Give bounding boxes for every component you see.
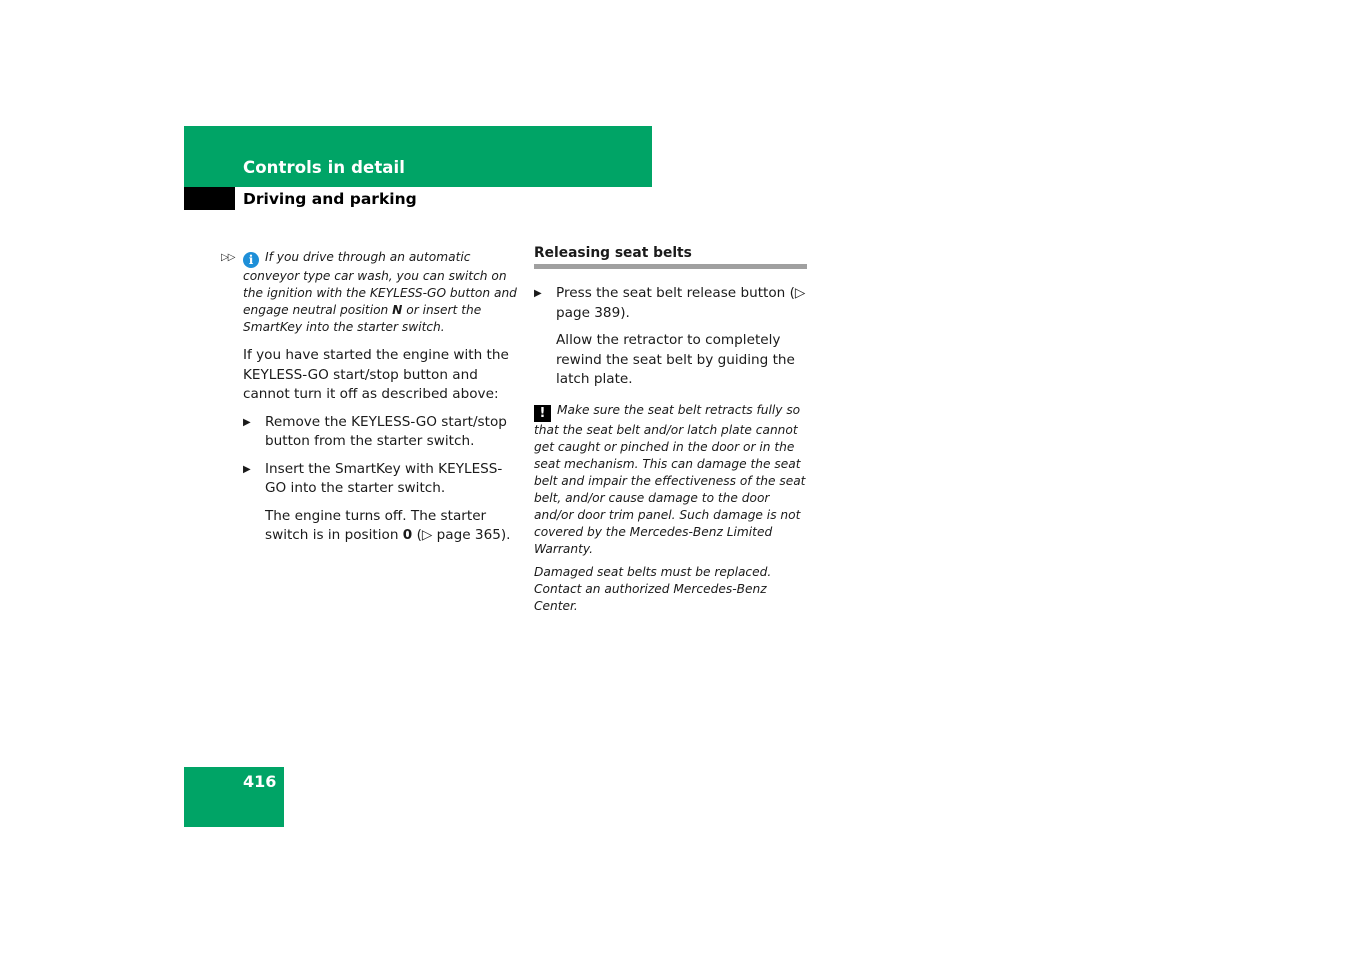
- step-text: Insert the SmartKey with KEYLESS-GO into the starter switch.: [265, 460, 503, 496]
- warning-note: [534, 402, 809, 558]
- step-text: Press the seat belt release button (▷ page 389).: [556, 285, 806, 321]
- info-icon: i: [243, 252, 259, 268]
- header-tab-marker: [184, 187, 235, 210]
- warning-note-followup: Damaged seat belts must be replaced. Contact an authorized Mercedes-Benz Center.: [534, 564, 772, 613]
- warning-icon: !: [534, 405, 551, 422]
- step-item: [534, 284, 809, 323]
- step-detail: Allow the retractor to completely rewind the seat belt by guiding the latch plate.: [556, 332, 795, 387]
- step-text: Remove the KEYLESS-GO start/stop button from the starter switch.: [265, 413, 507, 449]
- intro-paragraph: If you have started the engine with the KEYLESS-GO start/stop button and cannot turn it off as described above:: [243, 347, 509, 402]
- info-note: [221, 249, 518, 336]
- info-note-text: If you drive through an automatic conveyor type car wash, you can switch on the ignition with the KEYLESS-GO button and engage neutral position: [243, 250, 517, 317]
- step-result: [243, 507, 518, 546]
- triangle-right-icon: ▶: [534, 288, 542, 299]
- info-note-text-end: or insert the SmartKey into the starter switch.: [243, 303, 482, 334]
- warning-text: Make sure the seat belt retracts fully so that the seat belt and/or latch plate cannot get caught or pinched in the door or in the seat mechanism. This can damage the seat belt and impair the effectiveness of the seat belt, and/or cause damage to the door and/or door trim panel. Such damage is not covered by the Mercedes-Benz Limited Warranty.: [534, 402, 806, 556]
- continuation-icon: ▷▷: [221, 252, 235, 263]
- header-bar: [184, 126, 652, 187]
- left-column: [221, 249, 518, 546]
- result-page-ref: (▷ page 365).: [412, 527, 511, 543]
- result-text: The engine turns off. The starter switch is in position: [265, 507, 487, 543]
- section-heading: Releasing seat belts: [534, 245, 692, 261]
- position-zero-label: 0: [402, 527, 413, 543]
- section-divider: [534, 264, 807, 269]
- step-item: [243, 460, 518, 499]
- step-item: [243, 413, 518, 452]
- triangle-right-icon: ▶: [243, 463, 251, 475]
- triangle-right-icon: ▶: [243, 416, 251, 428]
- chapter-title: Controls in detail: [243, 158, 406, 177]
- right-column: [534, 245, 809, 615]
- neutral-position-label: N: [392, 303, 403, 317]
- page-number: 416: [243, 772, 277, 791]
- section-subtitle: Driving and parking: [243, 190, 417, 208]
